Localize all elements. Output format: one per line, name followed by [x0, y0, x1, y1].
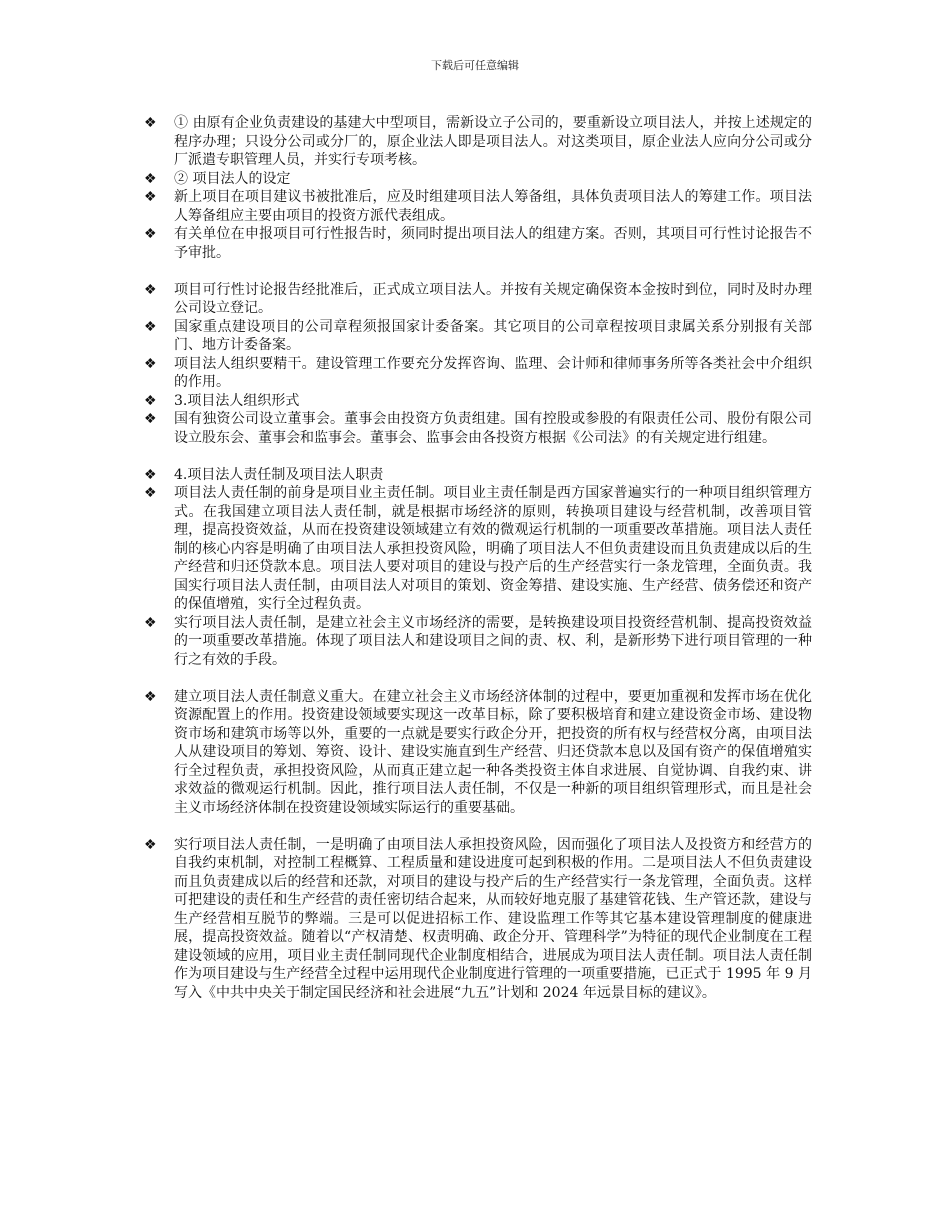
paragraph-text: 项目可行性讨论报告经批准后，正式成立项目法人。并按有关规定确保资本金按时到位，同时及时办理公司设立登记。	[174, 281, 812, 316]
paragraph	[144, 355, 812, 392]
paragraph	[144, 281, 812, 318]
bullet-icon: ❖	[144, 392, 157, 409]
paragraph-text: 3.项目法人组织形式	[174, 392, 300, 409]
paragraph	[144, 188, 812, 225]
paragraph	[144, 225, 812, 262]
bullet-icon: ❖	[144, 485, 157, 501]
bullet-icon: ❖	[144, 466, 157, 483]
paragraph	[144, 836, 812, 1003]
bullet-icon: ❖	[144, 226, 157, 242]
paragraph-text: 建立项目法人责任制意义重大。在建立社会主义市场经济体制的过程中，要更加重视和发挥市场在优化资源配置上的作用。投资建设领域要实现这一改革目标，除了要积极培育和建立建设资金市场、建设物资市场和建筑市场等以外，重要的一点就是要实行政企分开，把投资的所有权与经营权分离，由项目法人从建设项目的筹划、筹资、设计、建设实施直到生产经营、归还贷款本息以及国有资产的保值增殖实行全过程负责，承担投资风险，从而真正建立起一种各类投资主体自求进展、自觉协调、自我约束、讲求效益的微观运行机制。因此，推行项目法人责任制，不仅是一种新的项目组织管理形式，而且是社会主义市场经济体制在投资建设领域实际运行的重要基础。	[174, 688, 812, 816]
paragraph	[144, 392, 812, 411]
document-body	[144, 114, 812, 1002]
bullet-icon: ❖	[144, 318, 157, 335]
paragraph	[144, 170, 812, 189]
paragraph-text: 有关单位在申报项目可行性报告时，须同时提出项目法人的组建方案。否则，其项目可行性讨论报告不予审批。	[174, 226, 812, 261]
bullet-icon: ❖	[144, 836, 157, 853]
paragraph-text: 项目法人责任制的前身是项目业主责任制。项目业主责任制是西方国家普遍实行的一种项目组织管理方式。在我国建立项目法人责任制，就是根据市场经济的原则，转换项目建设与经营机制，改善项目管理，提高投资效益，从而在投资建设领域建立有效的微观运行机制的一项重要改革措施。项目法人责任制的核心内容是明确了由项目法人承担投资风险，明确了项目法人不但负责建设而且负责建成以后的生产经营和归还贷款本息。项目法人要对项目的建设与投产后的生产经营实行一条龙管理，全面负责。我国实行项目法人责任制，由项目法人对项目的策划、资金筹措、建设实施、生产经营、债务偿还和资产的保值增殖，实行全过程负责。	[174, 485, 812, 612]
paragraph	[144, 114, 812, 170]
paragraph	[144, 484, 812, 614]
bullet-icon: ❖	[144, 614, 157, 631]
paragraph-text: 国有独资公司设立董事会。董事会由投资方负责组建。国有控股或参股的有限责任公司、股份有限公司设立股东会、董事会和监事会。董事会、监事会由各投资方根据《公司法》的有关规定进行组建。	[174, 411, 812, 446]
bullet-icon: ❖	[144, 115, 157, 131]
bullet-icon: ❖	[144, 281, 157, 298]
page-header: 下载后可任意编辑	[431, 59, 519, 72]
paragraph-text: 实行项目法人责任制，一是明确了由项目法人承担投资风险，因而强化了项目法人及投资方和经营方的自我约束机制，对控制工程概算、工程质量和建设进度可起到积极的作用。二是项目法人不但负责建设而且负责建成以后的经营和还款，对项目的建设与投产后的生产经营实行一条龙管理，全面负责。这样可把建设的责任和生产经营的责任密切结合起来，从而较好地克服了基建管花钱、生产管还款，建设与生产经营相互脱节的弊端。三是可以促进招标工作、建设监理工作等其它基本建设管理制度的健康进展，提高投资效益。随着以“产权清楚、权责明确、政企分开、管理科学”为特征的现代企业制度在工程建设领域的应用，项目业主责任制同现代企业制度相结合，进展成为项目法人责任制。项目法人责任制作为项目建设与生产经营全过程中运用现代企业制度进行管理的一项重要措施，已正式于 1995 年 9 月写入《中共中央关于制定国民经济和社会进展“九五”计划和 2024 年远景目标的建议》。	[174, 836, 812, 1001]
bullet-icon: ❖	[144, 411, 157, 427]
paragraph-text: 4.项目法人责任制及项目法人职责	[174, 466, 384, 483]
paragraph	[144, 466, 812, 485]
paragraph-text: ① 由原有企业负责建设的基建大中型项目，需新设立子公司的，要重新设立项目法人，并按上述规定的程序办理；只设分公司或分厂的，原企业法人即是项目法人。对这类项目，原企业法人应向分公司或分厂派遣专职管理人员，并实行专项考核。	[174, 115, 812, 168]
paragraph-text: 项目法人组织要精干。建设管理工作要充分发挥咨询、监理、会计师和律师事务所等各类社会中介组织的作用。	[174, 355, 812, 390]
bullet-icon: ❖	[144, 170, 157, 187]
bullet-icon: ❖	[144, 189, 157, 205]
paragraph	[144, 688, 812, 818]
bullet-icon: ❖	[144, 355, 157, 372]
paragraph	[144, 318, 812, 355]
paragraph	[144, 410, 812, 447]
paragraph	[144, 614, 812, 670]
paragraph-text: ② 项目法人的设定	[174, 170, 291, 187]
paragraph-text: 实行项目法人责任制，是建立社会主义市场经济的需要，是转换建设项目投资经营机制、提高投资效益的一项重要改革措施。体现了项目法人和建设项目之间的责、权、利，是新形势下进行项目管理的一种行之有效的手段。	[174, 614, 812, 668]
paragraph-text: 国家重点建设项目的公司章程须报国家计委备案。其它项目的公司章程按项目隶属关系分别报有关部门、地方计委备案。	[174, 318, 812, 353]
paragraph-text: 新上项目在项目建议书被批准后，应及时组建项目法人筹备组，具体负责项目法人的筹建工作。项目法人筹备组应主要由项目的投资方派代表组成。	[174, 189, 812, 224]
bullet-icon: ❖	[144, 688, 157, 705]
